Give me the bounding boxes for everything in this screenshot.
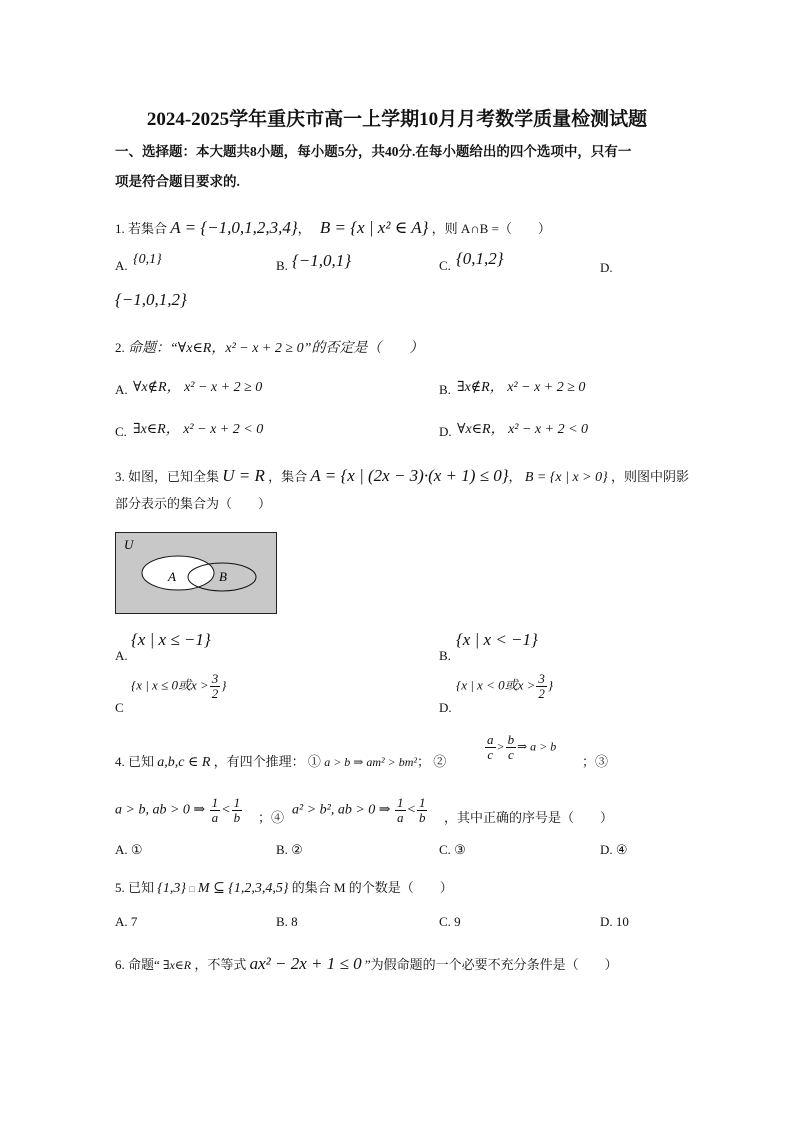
- fraction: [536, 672, 547, 701]
- option-label-b: B.: [439, 382, 451, 397]
- question-text: 若集合: [128, 221, 168, 236]
- venn-diagram: [115, 532, 277, 614]
- fraction-denominator: a: [211, 810, 219, 825]
- question-text: 已知: [128, 754, 155, 769]
- option-label-a: A.: [115, 258, 128, 273]
- question-3: 3. 如图，已知全集 U = R ，集合 A = {x | (2x − 3)·(x + 1) ≤ 0}， B = {x | x > 0} ，则图中阴影: [115, 466, 689, 485]
- question-2: [115, 338, 423, 359]
- option-label-d: D.: [439, 700, 452, 715]
- option-d-close: }: [547, 677, 554, 693]
- venn-label-u: U: [124, 537, 134, 552]
- fraction-denominator: 2: [538, 686, 545, 701]
- fraction: [210, 672, 221, 701]
- fraction-numerator: 1: [211, 795, 219, 810]
- option-d-value: [456, 672, 553, 701]
- option-d-value: ∀x∈R， x² − x + 2 < 0: [457, 422, 589, 437]
- venn-svg: [116, 533, 276, 613]
- reasoning-4-mark: ；④: [258, 810, 285, 825]
- question-number: 5.: [115, 880, 125, 895]
- option-label-c: C.: [439, 258, 451, 273]
- option-label-a: A.: [115, 648, 128, 663]
- venn-set-a: [142, 556, 214, 590]
- fraction-numerator: 1: [418, 795, 426, 810]
- condition-expression: ∃x∈R: [163, 958, 192, 972]
- reasoning-3-mark-text: ③: [595, 754, 609, 769]
- reasoning-1: a > b ⇒ am² > bm²: [324, 755, 417, 769]
- option-d: D. ④: [600, 842, 628, 857]
- set-a-expression: A = {x | (2x − 3)·(x + 1) ≤ 0}: [310, 466, 509, 485]
- fraction-numerator: 1: [397, 795, 404, 810]
- question-3-line2: 部分表示的集合为（ ）: [115, 496, 272, 511]
- option-c: C. 9: [439, 914, 461, 929]
- reasoning-3-mark: ；③: [582, 754, 609, 769]
- reasoning-4-text: a² > b², ab > 0 ⇒: [292, 802, 391, 818]
- fraction-denominator: b: [418, 810, 426, 825]
- reasoning-3-text: a > b, ab > 0 ⇒: [115, 802, 206, 818]
- question-text-post: 的集合 M 的个数是（ ）: [291, 880, 453, 895]
- option-a-value: ∀x∉R， x² − x + 2 ≥ 0: [133, 380, 263, 395]
- fraction-numerator: 1: [233, 795, 241, 810]
- option-label-a: A.: [115, 382, 128, 397]
- question-number: 4.: [115, 754, 125, 769]
- fraction-numerator: 3: [211, 671, 219, 686]
- fraction-denominator: a: [397, 810, 404, 825]
- question-text: 如图，已知全集: [128, 469, 220, 484]
- fraction: [210, 796, 221, 825]
- subset-right: M ⊆ {1,2,3,4,5}: [197, 881, 289, 896]
- set-b-expression: B = {x | x > 0}: [524, 470, 608, 485]
- condition-expression: a,b,c ∈ R: [157, 755, 211, 770]
- reasoning-4-mark-text: ④: [271, 810, 285, 825]
- fraction: [485, 733, 496, 762]
- question-1: 1. 若集合 A = {−1,0,1,2,3,4}， B = {x | x² ∈ A} ，则 A∩B =（ ）: [115, 218, 551, 237]
- question-number: 2.: [115, 340, 125, 355]
- option-b-value: ∃x∉R， x² − x + 2 ≥ 0: [457, 380, 586, 395]
- question-text-post: ”为假命题的一个必要不充分条件是（ ）: [364, 957, 618, 972]
- implication: ⇒ a > b: [517, 739, 557, 754]
- fraction-numerator: 3: [538, 671, 545, 686]
- option-b-value: {−1,0,1}: [292, 251, 352, 270]
- question-text-post: ，则 A∩B =（ ）: [431, 221, 551, 236]
- option-b: B. 8: [276, 914, 298, 929]
- question-number: 1.: [115, 221, 125, 236]
- fraction-denominator: c: [487, 747, 494, 762]
- venn-label-a: A: [168, 569, 176, 584]
- question-4-post: ，其中正确的序号是（ ）: [444, 810, 614, 825]
- operator: <: [406, 802, 416, 818]
- option-label-c: C.: [115, 424, 127, 439]
- option-c-close: }: [221, 677, 227, 693]
- option-label-d: D.: [439, 424, 452, 439]
- option-label-c: C: [115, 700, 124, 715]
- page-title: 2024-2025学年重庆市高一上学期10月月考数学质量检测试题: [146, 109, 648, 130]
- option-b-value: {x | x < −1}: [456, 630, 538, 649]
- reasoning-4: [292, 796, 428, 825]
- option-d: D. 10: [600, 914, 629, 929]
- fraction-denominator: c: [507, 747, 514, 762]
- question-text: 已知: [128, 880, 155, 895]
- option-a-value: {x | x ≤ −1}: [131, 630, 211, 649]
- question-text-post: ，则图中阴影: [610, 469, 689, 484]
- section-heading-line2: 项是符合题目要求的.: [115, 174, 240, 189]
- option-d-value: {−1,0,1,2}: [115, 290, 187, 309]
- inequality-expression: ax² − 2x + 1 ≤ 0: [249, 954, 362, 973]
- fraction-numerator: a: [487, 732, 494, 747]
- fraction-numerator: b: [507, 732, 515, 747]
- question-number: 6.: [115, 957, 125, 972]
- reasoning-3: [115, 796, 243, 825]
- option-c: C. ③: [439, 842, 466, 857]
- reasoning-1-mark: ①: [307, 754, 321, 769]
- operator: <: [221, 802, 231, 818]
- question-text-mid: ，集合: [268, 469, 308, 484]
- missing-symbol-box: □: [189, 884, 195, 894]
- option-a: A. ①: [115, 842, 143, 857]
- option-d-text: {x | x < 0或x >: [456, 677, 536, 693]
- option-a-value: {0,1}: [133, 252, 162, 267]
- question-text-mid: ，不等式: [194, 957, 247, 972]
- question-text: 命题“: [128, 957, 160, 972]
- question-text-mid: ，有四个推理：: [213, 754, 305, 769]
- section-heading-line1: 一、选择题：本大题共8小题，每小题5分，共40分.在每小题给出的四个选项中，只有一: [115, 144, 632, 159]
- venn-label-b: B: [219, 569, 227, 584]
- universe-expression: U = R: [222, 466, 265, 485]
- set-a-expression: A = {−1,0,1,2,3,4}: [170, 218, 298, 237]
- question-text: 命题：“∀x∈R，x² − x + 2 ≥ 0”的否定是（ ）: [128, 341, 424, 356]
- question-6: [115, 954, 618, 975]
- option-c-value: ∃x∈R， x² − x + 2 < 0: [133, 422, 264, 437]
- option-c-value: {0,1,2}: [456, 249, 504, 268]
- fraction: [232, 796, 243, 825]
- set-b-expression: B = {x | x² ∈ A}: [319, 218, 429, 237]
- option-label-b: B.: [439, 648, 451, 663]
- question-number: 3.: [115, 469, 125, 484]
- fraction-denominator: 2: [211, 686, 219, 701]
- reasoning-2-mark: ②: [433, 754, 447, 769]
- option-label-d: D.: [600, 260, 613, 275]
- fraction: [506, 733, 517, 762]
- option-c-value: [131, 672, 226, 701]
- reasoning-2: [484, 733, 556, 762]
- fraction: [417, 796, 428, 825]
- subset-left: {1,3}: [157, 881, 186, 896]
- option-a: A. 7: [115, 914, 138, 929]
- option-label-b: B.: [276, 258, 288, 273]
- question-5: [115, 878, 453, 899]
- question-4: 4. 已知 a,b,c ∈ R ，有四个推理： ① a > b ⇒ am² > bm²； ②: [115, 754, 447, 770]
- option-b: B. ②: [276, 842, 303, 857]
- option-c-text: {x | x ≤ 0或x >: [131, 677, 209, 693]
- operator: >: [496, 739, 505, 754]
- fraction: [395, 796, 406, 825]
- fraction-denominator: b: [233, 810, 241, 825]
